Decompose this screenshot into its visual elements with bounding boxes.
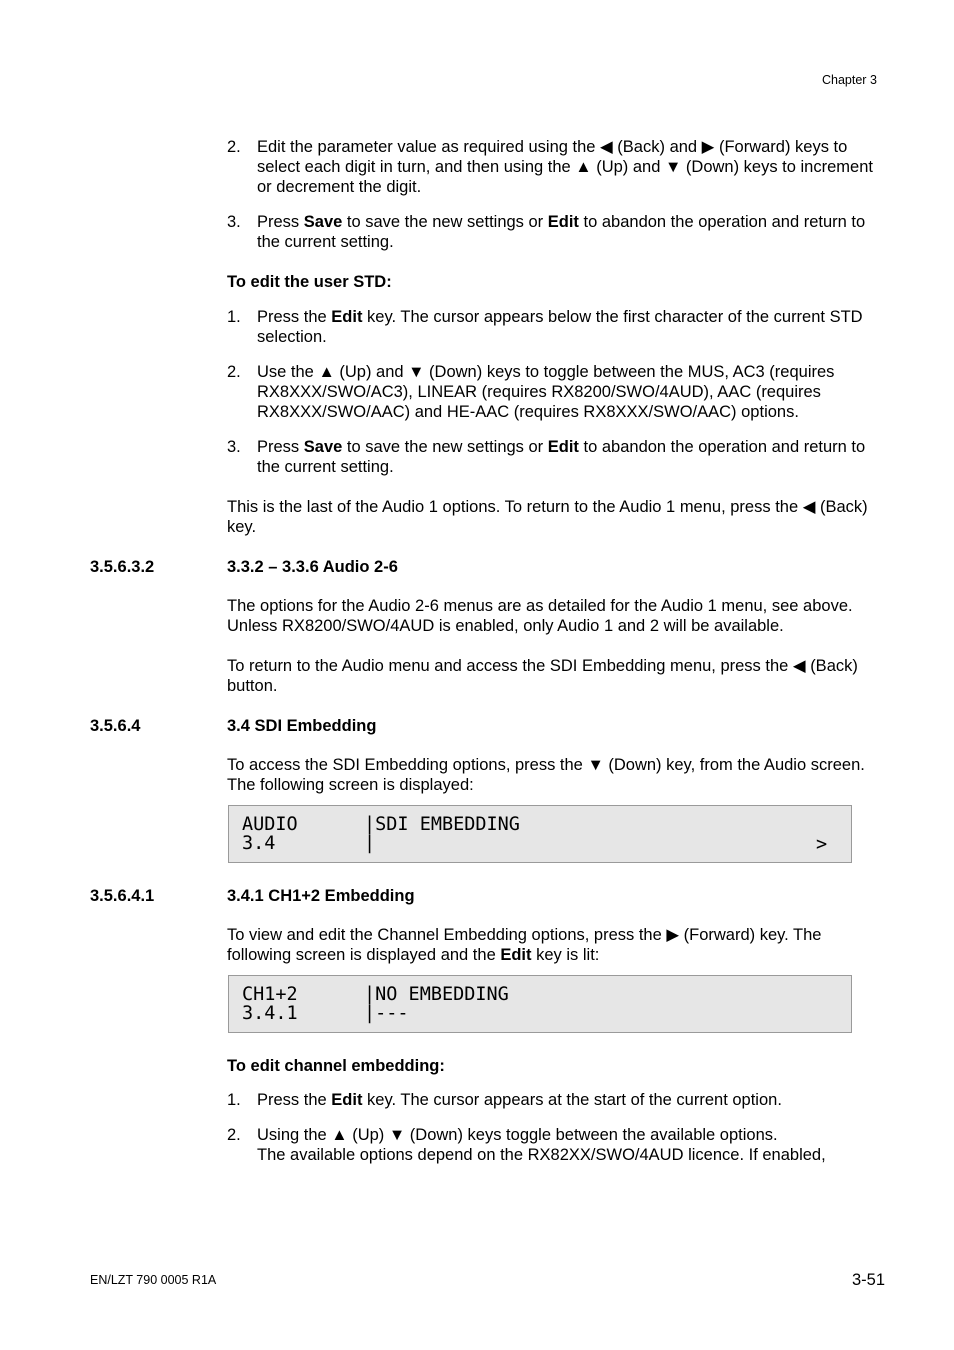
step-number: 2. — [227, 138, 241, 156]
paragraph: To view and edit the Channel Embedding options, press the ▶ (Forward) key. The following screen is displayed and the Edit key is lit: — [227, 926, 822, 964]
section-title: 3.4 SDI Embedding — [227, 717, 377, 735]
step-number: 3. — [227, 213, 241, 231]
lcd-menu-number: 3.4.1 — [242, 1003, 298, 1024]
lcd-option-name: |NO EMBEDDING — [364, 984, 509, 1005]
document-number: EN/LZT 790 0005 R1A — [90, 1273, 217, 1287]
lcd-option-value: |--- — [364, 1003, 409, 1024]
lcd-screen-sdi-embedding — [228, 805, 852, 863]
lcd-forward-arrow: > — [816, 834, 828, 855]
lcd-option-name: |SDI EMBEDDING — [364, 814, 520, 835]
paragraph: This is the last of the Audio 1 options. To return to the Audio 1 menu, press the ◀ (Back) key. — [227, 498, 868, 536]
section-number: 3.5.6.3.2 — [90, 558, 155, 576]
section-title: 3.4.1 CH1+2 Embedding — [227, 887, 415, 905]
step-text: Press Save to save the new settings or Edit to abandon the operation and return to the current setting. — [257, 438, 866, 476]
paragraph: To access the SDI Embedding options, press the ▼ (Down) key, from the Audio screen. The following screen is displayed: — [227, 756, 865, 794]
lcd-menu-name: AUDIO — [242, 814, 298, 835]
step-number: 1. — [227, 1091, 241, 1109]
lcd-menu-number: 3.4 — [242, 833, 276, 854]
subheading-edit-std: To edit the user STD: — [227, 273, 392, 291]
paragraph: The options for the Audio 2-6 menus are as detailed for the Audio 1 menu, see above. Unless RX8200/SWO/4AUD is enabled, only Audio 1 and 2 will be available. — [227, 597, 853, 635]
step-number: 3. — [227, 438, 241, 456]
lcd-option-value: | — [364, 833, 376, 854]
step-text: Use the ▲ (Up) and ▼ (Down) keys to toggle between the MUS, AC3 (requires RX8XXX/SWO/AC3), LINEAR (requires RX8200/SWO/4AUD), AAC (requires RX8XXX/SWO/AAC) and HE-AAC (requires RX8XXX/SWO/AAC) options. — [257, 363, 835, 421]
step-text-continued: The available options depend on the RX82XX/SWO/4AUD licence. If enabled, — [257, 1146, 826, 1164]
step-number: 2. — [227, 363, 241, 381]
lcd-menu-name: CH1+2 — [242, 984, 298, 1005]
section-number: 3.5.6.4 — [90, 717, 141, 735]
step-text: Edit the parameter value as required using the ◀ (Back) and ▶ (Forward) keys to select each digit in turn, and then using the ▲ (Up) and ▼ (Down) keys to increment or decrement the digit. — [257, 138, 873, 196]
subheading-edit-channel: To edit channel embedding: — [227, 1057, 445, 1075]
step-text: Press the Edit key. The cursor appears below the first character of the current STD selection. — [257, 308, 863, 346]
paragraph: To return to the Audio menu and access the SDI Embedding menu, press the ◀ (Back) button. — [227, 657, 858, 695]
step-text: Press the Edit key. The cursor appears at the start of the current option. — [257, 1091, 782, 1109]
lcd-screen-ch12-embedding — [228, 975, 852, 1033]
step-text: Press Save to save the new settings or Edit to abandon the operation and return to the current setting. — [257, 213, 866, 251]
section-title: 3.3.2 – 3.3.6 Audio 2-6 — [227, 558, 398, 576]
step-number: 2. — [227, 1126, 241, 1144]
step-text: Using the ▲ (Up) ▼ (Down) keys toggle between the available options. — [257, 1126, 778, 1144]
page-number: 3-51 — [852, 1271, 886, 1289]
step-number: 1. — [227, 308, 241, 326]
chapter-label: Chapter 3 — [822, 73, 877, 87]
section-number: 3.5.6.4.1 — [90, 887, 155, 905]
